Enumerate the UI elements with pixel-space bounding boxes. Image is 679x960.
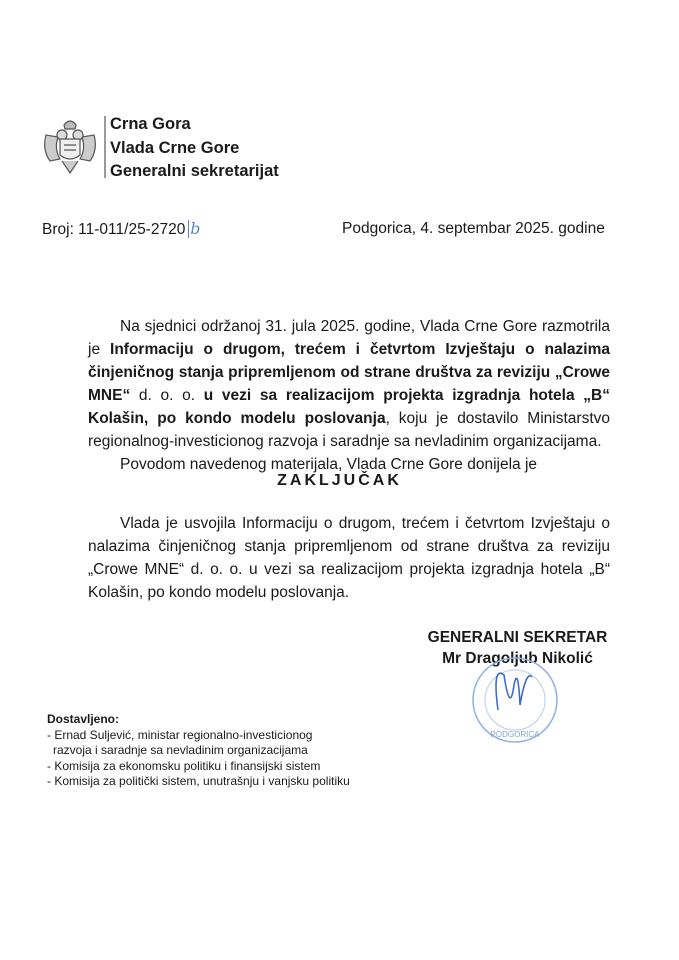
reference-number-text: Broj: 11-011/25-2720 (42, 221, 186, 238)
distribution-item: - Komisija za politički sistem, unutrašnju i vanjsku politiku (47, 774, 350, 788)
conclusion-paragraph: Vlada je usvojila Informaciju o drugom, trećem i četvrtom Izvještaju o nalazima činjeničnog stanja pripremljenom od strane društva za reviziju „Crowe MNE“ d. o. o. u vezi sa realizacijom projekta izgradnja hotela „B“ Kolašin, po kondo modelu poslovanja. (88, 515, 610, 601)
decision-intro: Povodom navedenog materijala, Vlada Crne Gore donijela je (120, 456, 538, 473)
text: d. o. o. (130, 387, 204, 404)
letterhead (110, 113, 279, 184)
distribution-item: - Ernad Suljević, ministar regionalno-investicionog (47, 727, 313, 742)
distribution-item: - Komisija za ekonomsku politiku i finansijski sistem (47, 758, 321, 773)
signatory-title: GENERALNI SEKRETAR (427, 629, 608, 646)
signatory-name: Mr Dragoljub Nikolić (442, 650, 593, 667)
text: , koju je dostavilo Ministarstvo regionalnog-investicionog razvoja i saradnje sa nevladinim organizacijama. (88, 410, 610, 450)
header-divider (104, 116, 106, 178)
header-government: Vlada Crne Gore (110, 138, 240, 157)
svg-text:PODGORICA: PODGORICA (490, 730, 540, 739)
document-date: Podgorica, 4. septembar 2025. godine (342, 220, 605, 237)
distribution-item: razvoja i saradnje sa nevladinim organizacijama (53, 743, 308, 757)
coat-of-arms-icon (40, 115, 100, 177)
reference-number (42, 220, 200, 239)
header-office: Generalni sekretarijat (110, 162, 279, 180)
header-country: Crna Gora (110, 115, 191, 133)
bold-text: u vezi sa realizacijom projekta izgradnja hotela „B“ Kolašin, po kondo modelu poslovanja (88, 387, 610, 427)
distribution-list (47, 712, 350, 790)
intro-paragraph (88, 315, 610, 453)
handwritten-mark: b (190, 220, 201, 238)
official-stamp-icon (470, 655, 560, 745)
distribution-title: Dostavljeno: (47, 712, 120, 726)
bold-text: Informaciju o drugom, trećem i četvrtom Izvještaju o nalazima činjeničnog stanja pripremljenom od strane društva za reviziju „Crowe MNE“ (88, 341, 610, 404)
text: Na sjednici održanoj 31. jula 2025. godine, Vlada Crne Gore razmotrila je (88, 318, 610, 358)
conclusion-heading: ZAKLJUČAK (277, 472, 402, 489)
